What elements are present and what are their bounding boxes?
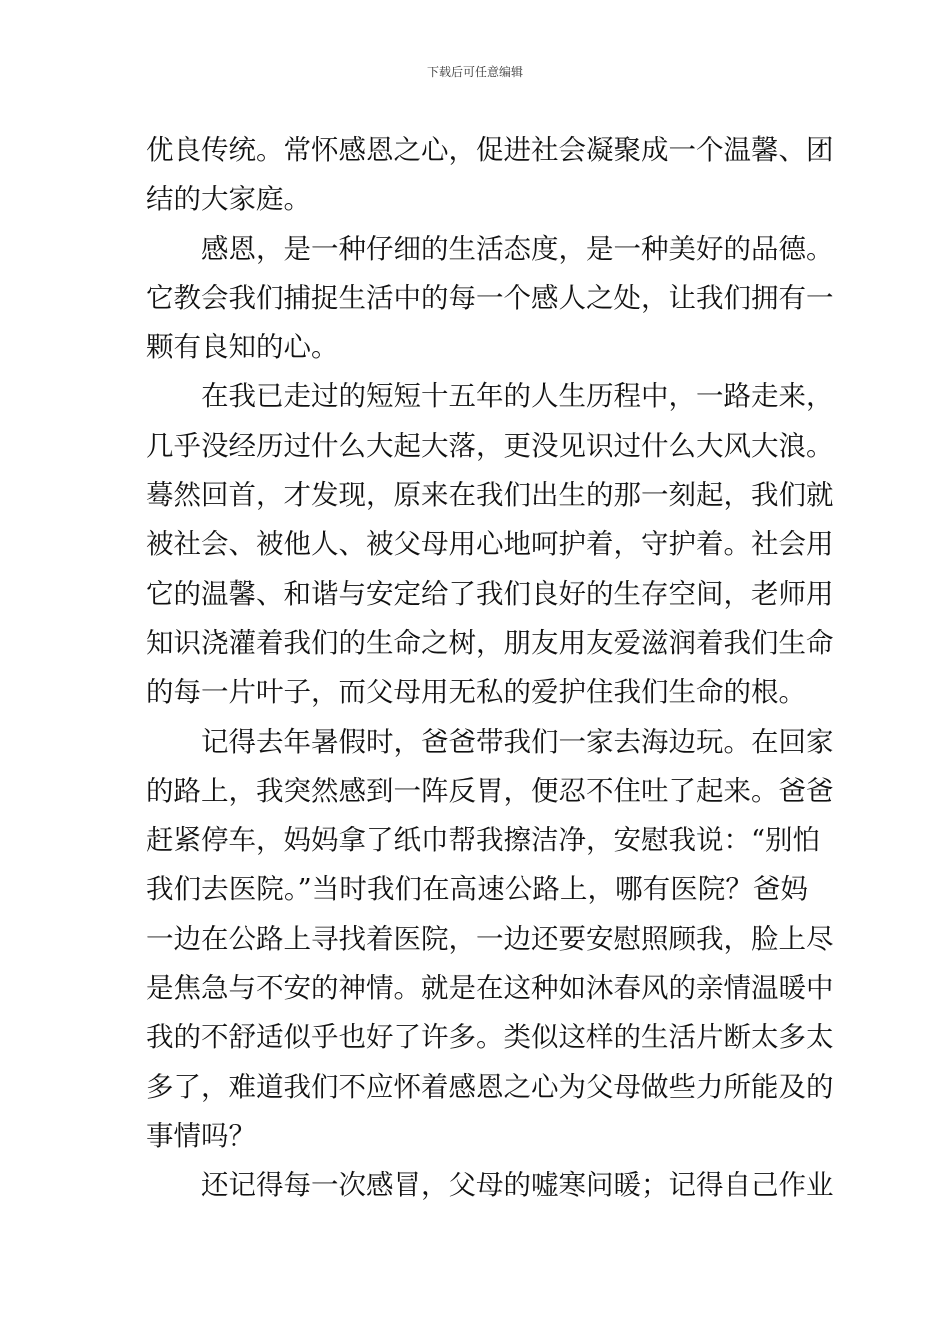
page-header: 下载后可任意编辑 (426, 65, 523, 79)
document-body (146, 126, 834, 1211)
paragraph (146, 372, 834, 717)
text-line: 事情吗？ (146, 1119, 256, 1152)
text-line: 我的不舒适似乎也好了许多。类似这样的生活片断太多太 (146, 1021, 834, 1054)
text-line: 几乎没经历过什么大起大落，更没见识过什么大风大浪。 (146, 429, 834, 462)
text-line: 它教会我们捕捉生活中的每一个感人之处，让我们拥有一 (146, 281, 834, 314)
text-line: 一边在公路上寻找着医院，一边还要安慰照顾我，脸上尽 (146, 922, 834, 955)
paragraph (146, 1161, 834, 1210)
text-line: 蓦然回首，才发现，原来在我们出生的那一刻起，我们就 (146, 479, 834, 512)
text-line: 的每一片叶子，而父母用无私的爱护住我们生命的根。 (146, 676, 806, 709)
text-line: 感恩，是一种仔细的生活态度，是一种美好的品德。 (201, 232, 834, 265)
text-line: 多了，难道我们不应怀着感恩之心为父母做些力所能及的 (146, 1070, 834, 1103)
text-line: 记得去年暑假时，爸爸带我们一家去海边玩。在回家 (201, 725, 834, 758)
text-line: 赶紧停车，妈妈拿了纸巾帮我擦洁净，安慰我说：“别怕 (146, 824, 821, 857)
text-line: 被社会、被他人、被父母用心地呵护着，守护着。社会用 (146, 528, 834, 561)
text-line: 结的大家庭。 (146, 183, 311, 216)
text-line: 我们去医院。”当时我们在高速公路上，哪有医院？爸妈 (146, 873, 808, 906)
paragraph (146, 718, 834, 1162)
text-line: 的路上，我突然感到一阵反胃，便忍不住吐了起来。爸爸 (146, 774, 834, 807)
paragraph (146, 225, 834, 373)
text-line: 知识浇灌着我们的生命之树，朋友用友爱滋润着我们生命 (146, 626, 834, 659)
paragraph (146, 126, 834, 225)
text-line: 是焦急与不安的神情。就是在这种如沐春风的亲情温暖中 (146, 972, 834, 1005)
text-line: 颗有良知的心。 (146, 331, 339, 364)
text-line: 它的温馨、和谐与安定给了我们良好的生存空间，老师用 (146, 577, 834, 610)
text-line: 在我已走过的短短十五年的人生历程中，一路走来， (201, 380, 834, 413)
text-line: 还记得每一次感冒，父母的嘘寒问暖；记得自己作业 (201, 1169, 834, 1202)
text-line: 优良传统。常怀感恩之心，促进社会凝聚成一个温馨、团 (146, 134, 834, 166)
